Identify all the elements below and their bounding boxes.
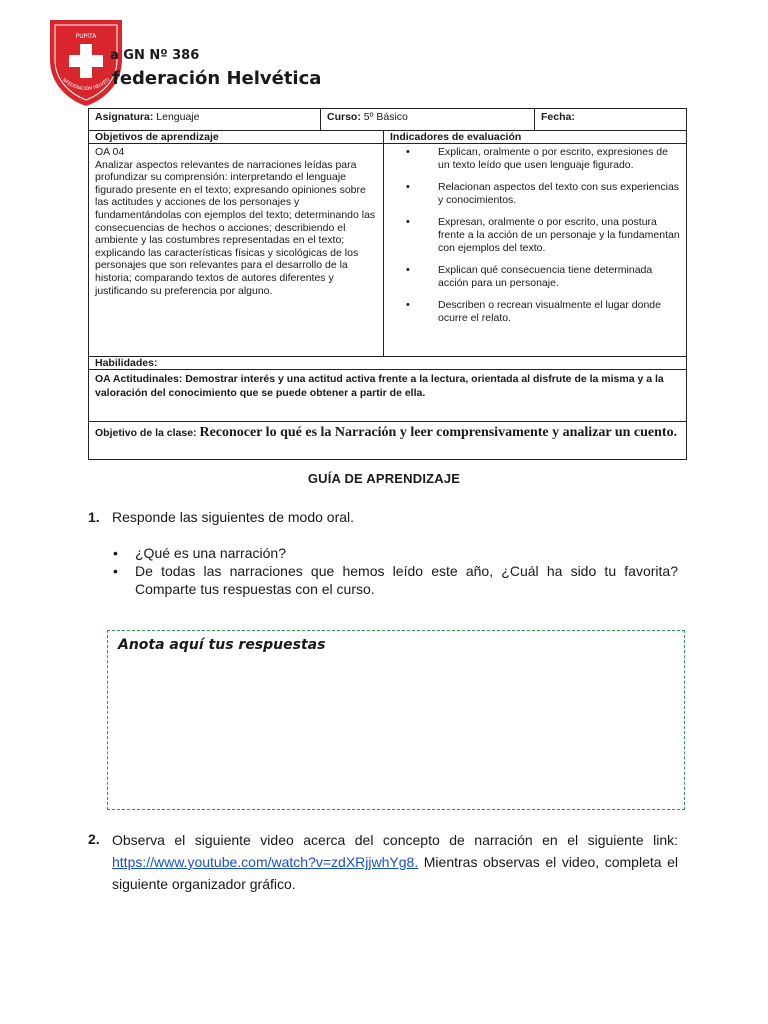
question-1-number: 1. [88, 509, 100, 525]
list-item: • Describen o recrean visualmente el lugar donde ocurre el relato. [426, 299, 680, 325]
table-row [89, 422, 687, 460]
table-row [89, 144, 687, 357]
planning-table [88, 108, 687, 460]
school-name-line2: federación Helvética [112, 68, 322, 89]
oa-description: Analizar aspectos relevantes de narraciones leídas para profundizar su comprensión: interpretando el lenguaje figurado presente en el texto; expresando opiniones sobre las actitudes y acciones de los personajes y fundamentándolas con ejemplos del texto; determinando las consecuencias de hechos o acciones; describiendo el ambiente y las costumbres representadas en el texto; explicando las características físicas y sicológicas de los personajes que son relevantes para el desarrollo de la historia; comparando textos de autores diferentes y justificando su preferencia por alguno. [95, 158, 376, 297]
course-value: 5º Básico [363, 111, 408, 123]
question-1 [88, 507, 678, 527]
indicators-header: Indicadores de evaluación [384, 131, 687, 144]
logo-text-bottom: NFEDERACIÓN HELVÉTI [61, 77, 112, 93]
class-objective-cell [89, 422, 687, 460]
bullet-icon: • [113, 563, 118, 579]
list-item: • ¿Qué es una narración? [113, 545, 286, 561]
list-item: • Explican, oralmente o por escrito, expresiones de un texto leído que usen lenguaje figurado. [426, 146, 680, 172]
bullet-icon: • [113, 545, 118, 561]
list-item: • Explican qué consecuencia tiene determinada acción para un personaje. [426, 264, 680, 290]
question-2-number: 2. [88, 831, 100, 847]
course-label: Curso: [327, 111, 361, 123]
skills-label: Habilidades: [89, 357, 687, 370]
subject-label: Asignatura: [95, 111, 154, 123]
guide-title: GUÍA DE APRENDIZAJE [307, 471, 461, 486]
objectives-header: Objetivos de aprendizaje [89, 131, 384, 144]
date-label: Fecha: [541, 111, 575, 123]
attitudes-text: OA Actitudinales: Demostrar interés y una actitud activa frente a la lectura, orientada al disfrute de la misma y a la valoración del conocimiento que se puede obtener a partir de ella. [89, 370, 687, 422]
question-2 [88, 829, 678, 895]
question-1-text: Responde las siguientes de modo oral. [112, 509, 355, 525]
table-row [89, 131, 687, 144]
school-name-line1: a GN Nº 386 [110, 48, 200, 63]
table-row [89, 357, 687, 370]
indicators-list [390, 146, 680, 325]
learning-objective-cell [89, 144, 384, 357]
course-cell [321, 109, 535, 131]
question-1-bullets [113, 544, 678, 598]
list-item: • Expresan, oralmente o por escrito, una postura frente a la acción de un personaje y la fundamentan con ejemplos del texto. [426, 216, 680, 255]
logo-text-top: PUPITA [75, 33, 97, 40]
subject-value: Lenguaje [156, 111, 200, 123]
table-row [89, 370, 687, 422]
question-2-text: Observa el siguiente video acerca del concepto de narración en el siguiente link: https://www.youtube.com/watch?v=zdXRjjwhYg8. Mientras observas el video, completa el siguiente organizador gráfico. [112, 832, 678, 892]
date-cell [535, 109, 687, 131]
answer-box-label: Anota aquí tus respuestas [118, 637, 326, 653]
subject-cell [89, 109, 321, 131]
list-item: • Relacionan aspectos del texto con sus experiencias y conocimientos. [426, 181, 680, 207]
class-objective-label: Objetivo de la clase: [95, 427, 197, 439]
video-link[interactable]: https://www.youtube.com/watch?v=zdXRjjwhYg8. [112, 854, 419, 870]
list-item: • De todas las narraciones que hemos leído este año, ¿Cuál ha sido tu favorita? Comparte tus respuestas con el curso. [113, 563, 678, 597]
table-row [89, 109, 687, 131]
answer-box[interactable] [107, 630, 685, 810]
class-objective-text: Reconocer lo qué es la Narración y leer comprensivamente y analizar un cuento. [199, 425, 678, 440]
indicators-cell [384, 144, 687, 357]
oa-code: OA 04 [95, 146, 125, 158]
